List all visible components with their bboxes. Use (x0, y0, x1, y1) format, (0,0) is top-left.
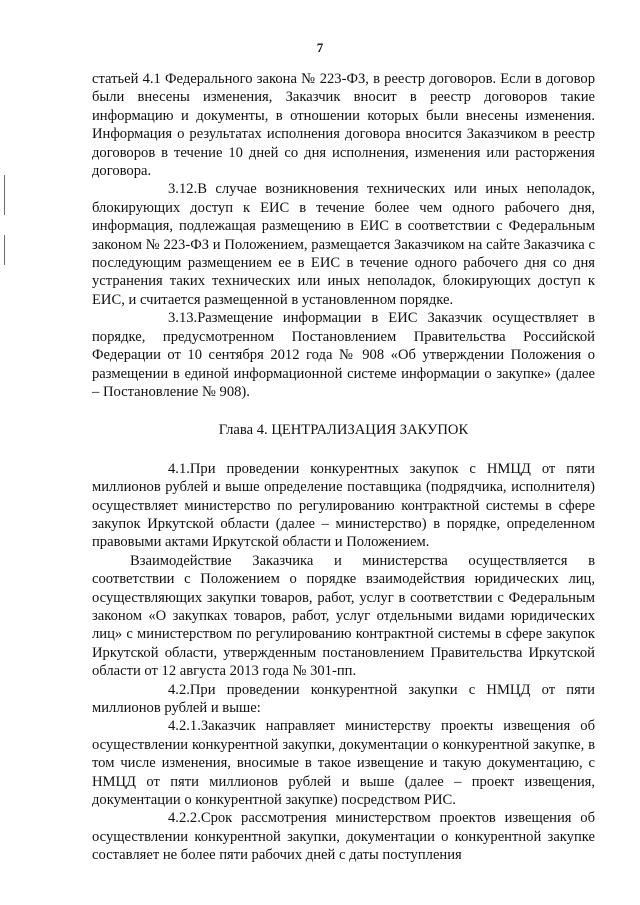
clause-text: Заказчик направляет министерству проекты извещения об осуществлении конкурентной закупки, документации о конкурентной закупке, в том числе изменения, вносимые в такое извещение и такую документацию, с НМЦД от пяти миллионов рублей и выше (далее – проект извещения, документации о конкурентной закупке) посредством РИС. (92, 718, 595, 809)
clause-text: Срок рассмотрения министерством проектов извещения об осуществлении конкурентной закупки, документации о конкурентной закупке составляет не более пяти рабочих дней с даты поступления (92, 810, 595, 864)
clause-number: 4.2.1. (168, 718, 201, 735)
paragraph-4-2-1 (92, 717, 595, 809)
clause-number: 3.13. (168, 310, 198, 327)
clause-text: В случае возникновения технических или иных неполадок, блокирующих доступ к ЕИС в течение более чем одного рабочего дня, информация, подлежащая размещению в ЕИС в соответствии с Федеральным законом № 223-ФЗ и Положением, размещается Заказчиком на сайте Заказчика с последующим размещением ее в ЕИС в течение одного рабочего дня со дня устранения таких технических или иных неполадок, блокирующих доступ к ЕИС, и считается размещенной в установленном порядке. (92, 181, 595, 308)
chapter-heading: Глава 4. ЦЕНТРАЛИЗАЦИЯ ЗАКУПОК (218, 422, 469, 439)
scan-margin-mark (4, 175, 5, 215)
paragraph-interaction: Взаимодействие Заказчика и министерства осуществляется в соответствии с Положением о порядке взаимодействия юридических лиц, осуществляющих закупки товаров, работ, услуг в соответствии с Федеральным законом «О закупках товаров, работ, услуг отдельными видами юридических лиц» с министерством по регулированию контрактной системы в сфере закупок Иркутской области, утвержденным постановлением Правительства Иркутской области от 12 августа 2013 года № 301-пп. (92, 552, 595, 680)
paragraph-3-13 (92, 309, 595, 401)
paragraph-4-2 (92, 681, 595, 718)
clause-text: При проведении конкурентной закупки с НМЦД от пяти миллионов рублей и выше: (92, 681, 595, 716)
paragraph-3-12 (92, 180, 595, 309)
paragraph-continuation: статьей 4.1 Федерального закона № 223-ФЗ, в реестр договоров. Если в договор были внесены изменения, Заказчик вносит в реестр договоров такие информацию и документы, в отношении которых были внесены изменения. Информация о результатах исполнения договора вносится Заказчиком в реестр договоров в течение 10 дней со дня исполнения, изменения или расторжения договора. (92, 71, 595, 180)
clause-number: 3.12. (168, 181, 198, 198)
scan-margin-mark (4, 235, 5, 265)
clause-number: 4.2. (168, 681, 190, 698)
page-number: 7 (316, 40, 324, 55)
document-body (92, 70, 595, 865)
paragraph-4-1 (92, 460, 595, 552)
clause-number: 4.2.2. (168, 810, 201, 827)
clause-text: При проведении конкурентных закупок с НМЦД от пяти миллионов рублей и выше определение поставщика (подрядчика, исполнителя) осуществляет министерство по регулированию контрактной системы в сфере закупок Иркутской области (далее – министерство) в порядке, определенном правовыми актами Иркутской области и Положением. (92, 460, 595, 551)
clause-number: 4.1. (168, 460, 190, 477)
paragraph-4-2-2 (92, 809, 595, 864)
clause-text: Размещение информации в ЕИС Заказчик осуществляет в порядке, предусмотренном Постановлением Правительства Российской Федерации от 10 сентября 2012 года № 908 «Об утверждении Положения о размещении в единой информационной системе информации о закупке» (далее – Постановление № 908). (92, 310, 595, 400)
